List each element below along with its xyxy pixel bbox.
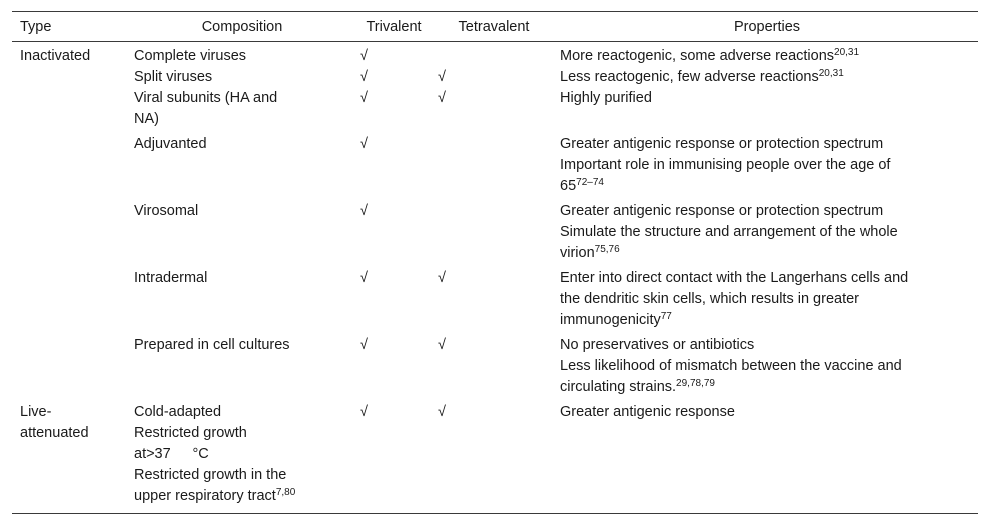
properties-cell bbox=[556, 134, 978, 201]
composition-cell: Prepared in cell cultures bbox=[134, 337, 290, 353]
composition-line: NA) bbox=[134, 111, 159, 127]
properties-line: circulating strains. bbox=[560, 379, 677, 395]
properties-cell bbox=[556, 268, 978, 335]
table-row bbox=[12, 201, 978, 268]
tetravalent-check bbox=[432, 201, 556, 268]
properties-line: No preservatives or antibiotics bbox=[560, 337, 755, 353]
trivalent-check: √ bbox=[360, 48, 368, 64]
reference-superscript: 7,80 bbox=[275, 487, 296, 498]
table-row bbox=[12, 67, 978, 88]
composition-cell: Split viruses bbox=[134, 69, 213, 85]
tetravalent-check: √ bbox=[432, 402, 556, 514]
properties-line: Greater antigenic response or protection spectrum bbox=[560, 136, 884, 152]
header-type: Type bbox=[12, 12, 128, 42]
trivalent-check: √ bbox=[356, 402, 432, 514]
tetravalent-check: √ bbox=[438, 90, 446, 106]
properties-line: Simulate the structure and arrangement of the whole bbox=[560, 224, 898, 240]
properties-line: virion bbox=[560, 245, 595, 261]
tetravalent-check bbox=[432, 42, 556, 68]
trivalent-check: √ bbox=[360, 90, 368, 106]
reference-superscript: 75,76 bbox=[594, 244, 620, 255]
composition-cell bbox=[128, 88, 356, 134]
properties-text: Greater antigenic response bbox=[556, 402, 978, 514]
composition-cell bbox=[128, 402, 356, 514]
trivalent-check: √ bbox=[360, 69, 368, 85]
reference-superscript: 77 bbox=[660, 311, 672, 322]
header-properties: Properties bbox=[556, 12, 978, 42]
composition-cell: Intradermal bbox=[134, 270, 208, 286]
header-trivalent: Trivalent bbox=[356, 12, 432, 42]
composition-cell: Adjuvanted bbox=[134, 136, 207, 152]
table-row bbox=[12, 335, 978, 402]
table-row bbox=[12, 42, 978, 68]
properties-line: Enter into direct contact with the Langerhans cells and bbox=[560, 270, 909, 286]
header-tetravalent: Tetravalent bbox=[432, 12, 556, 42]
properties-line: Important role in immunising people over the age of bbox=[560, 157, 891, 173]
properties-line: Less likelihood of mismatch between the vaccine and bbox=[560, 358, 902, 374]
properties-cell bbox=[556, 42, 978, 68]
properties-text: More reactogenic, some adverse reactions bbox=[560, 48, 835, 64]
trivalent-check: √ bbox=[360, 270, 368, 286]
header-row bbox=[12, 12, 978, 42]
reference-superscript: 72–74 bbox=[576, 177, 604, 188]
properties-line-with-ref bbox=[560, 310, 972, 331]
vaccine-table-container bbox=[12, 11, 978, 514]
trivalent-check: √ bbox=[360, 203, 368, 219]
composition-line: Restricted growth bbox=[134, 425, 247, 441]
composition-line-with-ref bbox=[134, 486, 350, 507]
composition-cell: Virosomal bbox=[134, 203, 199, 219]
properties-cell bbox=[556, 201, 978, 268]
reference-superscript: 20,31 bbox=[818, 68, 844, 79]
tetravalent-check: √ bbox=[438, 270, 446, 286]
properties-line: the dendritic skin cells, which results in greater bbox=[560, 291, 859, 307]
properties-line-with-ref bbox=[560, 243, 972, 264]
tetravalent-check: √ bbox=[438, 69, 446, 85]
table-row bbox=[12, 402, 978, 514]
properties-text: Less reactogenic, few adverse reactions bbox=[560, 69, 819, 85]
properties-line: immunogenicity bbox=[560, 312, 661, 328]
composition-line: at>37 °C bbox=[134, 446, 209, 462]
properties-line-with-ref bbox=[560, 377, 972, 398]
table-row bbox=[12, 134, 978, 201]
properties-line: 65 bbox=[560, 178, 577, 194]
group-label-live-attenuated bbox=[12, 402, 128, 514]
tetravalent-check bbox=[432, 134, 556, 201]
table-row bbox=[12, 88, 978, 134]
reference-superscript: 29,78,79 bbox=[676, 378, 715, 389]
composition-line: Cold-adapted bbox=[134, 404, 222, 420]
composition-cell: Complete viruses bbox=[134, 48, 247, 64]
reference-superscript: 20,31 bbox=[834, 47, 860, 58]
properties-text: Highly purified bbox=[560, 90, 652, 106]
properties-cell bbox=[556, 335, 978, 402]
trivalent-check: √ bbox=[360, 136, 368, 152]
group-label-line: attenuated bbox=[20, 425, 89, 441]
table-row bbox=[12, 268, 978, 335]
tetravalent-check: √ bbox=[438, 337, 446, 353]
group-label-inactivated: Inactivated bbox=[20, 48, 91, 64]
group-label-line: Live- bbox=[20, 404, 52, 420]
properties-cell bbox=[556, 67, 978, 88]
properties-line: Greater antigenic response or protection spectrum bbox=[560, 203, 884, 219]
composition-line: upper respiratory tract bbox=[134, 488, 276, 504]
composition-line: Restricted growth in the bbox=[134, 467, 287, 483]
header-composition: Composition bbox=[128, 12, 356, 42]
influenza-vaccine-types-table bbox=[12, 11, 978, 514]
properties-line-with-ref bbox=[560, 176, 972, 197]
trivalent-check: √ bbox=[360, 337, 368, 353]
composition-line: Viral subunits (HA and bbox=[134, 90, 278, 106]
